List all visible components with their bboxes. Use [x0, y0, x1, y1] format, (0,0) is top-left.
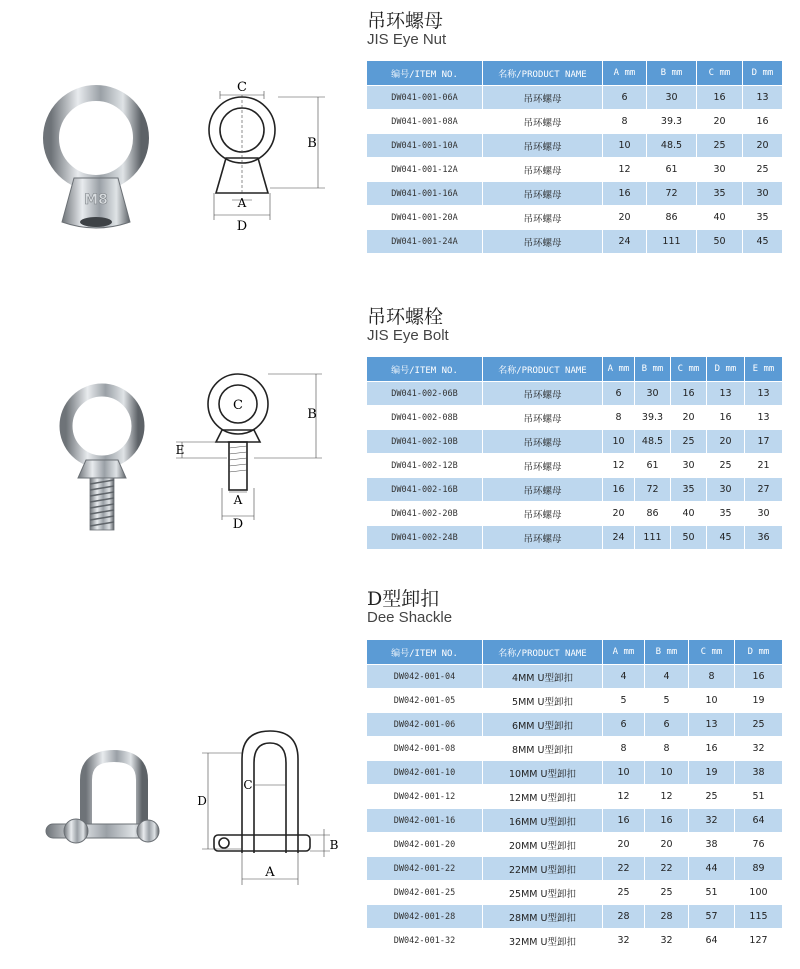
- cell-a: 16: [603, 809, 645, 833]
- cell-c: 13: [689, 713, 735, 737]
- cell-e: 13: [745, 406, 783, 430]
- cell-name: 吊环螺母: [483, 110, 603, 134]
- table-row: [367, 785, 783, 809]
- cell-e: 36: [745, 526, 783, 550]
- cell-d: 13: [743, 86, 783, 110]
- cell-item-no: DW041-002-24B: [367, 526, 483, 550]
- table-row: [367, 382, 783, 406]
- cell-a: 6: [603, 713, 645, 737]
- cell-b: 30: [647, 86, 697, 110]
- cell-item-no: DW042-001-25: [367, 881, 483, 905]
- header-c: C mm: [697, 61, 743, 86]
- cell-a: 25: [603, 881, 645, 905]
- cell-a: 6: [603, 382, 635, 406]
- cell-c: 35: [671, 478, 707, 502]
- cell-item-no: DW041-001-12A: [367, 158, 483, 182]
- cell-c: 25: [671, 430, 707, 454]
- eye-bolt-table: [366, 356, 783, 550]
- cell-d: 19: [735, 689, 783, 713]
- eye-bolt-diagram: [172, 370, 332, 530]
- cell-name: 吊环螺母: [483, 406, 603, 430]
- header-product-name: 名称/PRODUCT NAME: [483, 357, 603, 382]
- table-row: [367, 761, 783, 785]
- eye-nut-photo: [30, 82, 162, 234]
- table-row: [367, 857, 783, 881]
- cell-name: 28MM U型卸扣: [483, 905, 603, 929]
- cell-name: 12MM U型卸扣: [483, 785, 603, 809]
- cell-b: 48.5: [635, 430, 671, 454]
- cell-item-no: DW041-001-08A: [367, 110, 483, 134]
- label-c: C: [233, 398, 243, 413]
- cell-b: 86: [647, 206, 697, 230]
- section-eye-nut: [0, 0, 800, 270]
- label-d: D: [236, 219, 248, 234]
- cell-a: 6: [603, 86, 647, 110]
- label-a: A: [265, 865, 275, 880]
- cell-b: 25: [645, 881, 689, 905]
- cell-item-no: DW042-001-08: [367, 737, 483, 761]
- cell-d: 20: [743, 134, 783, 158]
- cell-c: 19: [689, 761, 735, 785]
- cell-e: 21: [745, 454, 783, 478]
- cell-d: 127: [735, 929, 783, 953]
- cell-item-no: DW042-001-28: [367, 905, 483, 929]
- label-a: A: [233, 493, 243, 507]
- header-item-no: 编号/ITEM NO.: [367, 640, 483, 665]
- cell-d: 16: [707, 406, 745, 430]
- cell-item-no: DW041-002-12B: [367, 454, 483, 478]
- cell-name: 吊环螺母: [483, 430, 603, 454]
- cell-b: 39.3: [635, 406, 671, 430]
- eye-nut-diagram: [200, 75, 335, 235]
- cell-a: 10: [603, 134, 647, 158]
- table-row: [367, 737, 783, 761]
- label-c: C: [237, 80, 247, 95]
- cell-b: 8: [645, 737, 689, 761]
- cell-c: 35: [697, 182, 743, 206]
- table-header-row: [367, 61, 783, 86]
- dee-shackle-photo: [36, 750, 166, 850]
- cell-d: 20: [707, 430, 745, 454]
- cell-name: 吊环螺母: [483, 526, 603, 550]
- cell-c: 38: [689, 833, 735, 857]
- cell-c: 20: [671, 406, 707, 430]
- cell-b: 111: [635, 526, 671, 550]
- cell-d: 30: [707, 478, 745, 502]
- cell-item-no: DW041-002-20B: [367, 502, 483, 526]
- dee-shackle-diagram: [190, 725, 340, 895]
- cell-c: 25: [689, 785, 735, 809]
- cell-name: 6MM U型卸扣: [483, 713, 603, 737]
- cell-c: 57: [689, 905, 735, 929]
- cell-c: 40: [697, 206, 743, 230]
- cell-d: 45: [707, 526, 745, 550]
- cell-d: 32: [735, 737, 783, 761]
- cell-b: 30: [635, 382, 671, 406]
- cell-d: 16: [743, 110, 783, 134]
- cell-b: 22: [645, 857, 689, 881]
- section-title-en: JIS Eye Nut: [367, 31, 447, 48]
- section-title-en: Dee Shackle: [367, 609, 453, 626]
- cell-b: 20: [645, 833, 689, 857]
- header-item-no: 编号/ITEM NO.: [367, 357, 483, 382]
- cell-d: 30: [743, 182, 783, 206]
- cell-item-no: DW042-001-12: [367, 785, 483, 809]
- label-d: D: [197, 794, 207, 808]
- cell-c: 50: [697, 230, 743, 254]
- header-e: E mm: [745, 357, 783, 382]
- cell-c: 25: [697, 134, 743, 158]
- cell-b: 86: [635, 502, 671, 526]
- cell-c: 8: [689, 665, 735, 689]
- header-b: B mm: [647, 61, 697, 86]
- section-title-en: JIS Eye Bolt: [367, 327, 449, 344]
- table-row: [367, 230, 783, 254]
- cell-a: 24: [603, 230, 647, 254]
- cell-a: 12: [603, 785, 645, 809]
- cell-a: 4: [603, 665, 645, 689]
- section-eye-bolt: [0, 296, 800, 566]
- cell-a: 10: [603, 761, 645, 785]
- table-row: [367, 430, 783, 454]
- cell-e: 17: [745, 430, 783, 454]
- label-c: C: [243, 778, 253, 792]
- label-b: B: [307, 136, 317, 151]
- cell-a: 10: [603, 430, 635, 454]
- cell-d: 45: [743, 230, 783, 254]
- cell-d: 100: [735, 881, 783, 905]
- cell-item-no: DW041-001-10A: [367, 134, 483, 158]
- cell-d: 64: [735, 809, 783, 833]
- cell-c: 50: [671, 526, 707, 550]
- cell-name: 10MM U型卸扣: [483, 761, 603, 785]
- cell-a: 24: [603, 526, 635, 550]
- table-row: [367, 689, 783, 713]
- cell-item-no: DW042-001-06: [367, 713, 483, 737]
- label-e: E: [175, 443, 185, 457]
- cell-c: 30: [671, 454, 707, 478]
- label-d: D: [232, 517, 244, 530]
- table-header-row: [367, 640, 783, 665]
- label-b: B: [329, 838, 339, 852]
- cell-item-no: DW041-002-16B: [367, 478, 483, 502]
- header-a: A mm: [603, 640, 645, 665]
- cell-name: 吊环螺母: [483, 478, 603, 502]
- cell-d: 25: [735, 713, 783, 737]
- cell-b: 39.3: [647, 110, 697, 134]
- cell-item-no: DW042-001-04: [367, 665, 483, 689]
- cell-b: 61: [647, 158, 697, 182]
- table-row: [367, 713, 783, 737]
- cell-item-no: DW042-001-20: [367, 833, 483, 857]
- cell-c: 10: [689, 689, 735, 713]
- header-d: D mm: [707, 357, 745, 382]
- table-row: [367, 502, 783, 526]
- cell-item-no: DW041-001-16A: [367, 182, 483, 206]
- cell-name: 吊环螺母: [483, 454, 603, 478]
- cell-d: 38: [735, 761, 783, 785]
- cell-item-no: DW041-002-08B: [367, 406, 483, 430]
- cell-a: 28: [603, 905, 645, 929]
- section-dee-shackle: [0, 580, 800, 969]
- cell-name: 吊环螺母: [483, 502, 603, 526]
- cell-d: 76: [735, 833, 783, 857]
- header-a: A mm: [603, 61, 647, 86]
- cell-d: 115: [735, 905, 783, 929]
- header-c: C mm: [671, 357, 707, 382]
- section-title-cn: 吊环螺栓: [367, 306, 444, 328]
- table-row: [367, 929, 783, 953]
- cell-d: 16: [735, 665, 783, 689]
- header-b: B mm: [645, 640, 689, 665]
- cell-item-no: DW041-002-10B: [367, 430, 483, 454]
- cell-name: 吊环螺母: [483, 158, 603, 182]
- nut-marking: M8: [84, 192, 108, 208]
- cell-b: 111: [647, 230, 697, 254]
- cell-e: 27: [745, 478, 783, 502]
- cell-c: 16: [671, 382, 707, 406]
- cell-name: 5MM U型卸扣: [483, 689, 603, 713]
- cell-item-no: DW042-001-32: [367, 929, 483, 953]
- cell-a: 5: [603, 689, 645, 713]
- cell-b: 32: [645, 929, 689, 953]
- cell-name: 32MM U型卸扣: [483, 929, 603, 953]
- table-row: [367, 454, 783, 478]
- header-c: C mm: [689, 640, 735, 665]
- dee-shackle-table: [366, 639, 783, 953]
- table-row: [367, 526, 783, 550]
- header-item-no: 编号/ITEM NO.: [367, 61, 483, 86]
- label-b: B: [307, 407, 317, 422]
- cell-b: 28: [645, 905, 689, 929]
- cell-name: 吊环螺母: [483, 206, 603, 230]
- table-row: [367, 881, 783, 905]
- cell-name: 吊环螺母: [483, 230, 603, 254]
- cell-a: 20: [603, 833, 645, 857]
- cell-a: 16: [603, 182, 647, 206]
- eye-bolt-photo: [50, 382, 154, 538]
- cell-c: 32: [689, 809, 735, 833]
- cell-c: 20: [697, 110, 743, 134]
- header-a: A mm: [603, 357, 635, 382]
- table-row: [367, 110, 783, 134]
- table-row: [367, 206, 783, 230]
- table-row: [367, 182, 783, 206]
- header-d: D mm: [735, 640, 783, 665]
- cell-b: 6: [645, 713, 689, 737]
- cell-b: 61: [635, 454, 671, 478]
- table-row: [367, 478, 783, 502]
- cell-b: 4: [645, 665, 689, 689]
- header-product-name: 名称/PRODUCT NAME: [483, 61, 603, 86]
- cell-name: 吊环螺母: [483, 134, 603, 158]
- cell-item-no: DW041-001-06A: [367, 86, 483, 110]
- section-title-cn: 吊环螺母: [367, 10, 444, 32]
- cell-d: 89: [735, 857, 783, 881]
- cell-a: 8: [603, 406, 635, 430]
- cell-c: 40: [671, 502, 707, 526]
- cell-b: 16: [645, 809, 689, 833]
- table-row: [367, 809, 783, 833]
- cell-d: 35: [743, 206, 783, 230]
- cell-item-no: DW041-001-20A: [367, 206, 483, 230]
- cell-d: 35: [707, 502, 745, 526]
- header-d: D mm: [743, 61, 783, 86]
- table-row: [367, 134, 783, 158]
- cell-d: 25: [707, 454, 745, 478]
- cell-item-no: DW041-002-06B: [367, 382, 483, 406]
- cell-c: 51: [689, 881, 735, 905]
- cell-item-no: DW041-001-24A: [367, 230, 483, 254]
- table-header-row: [367, 357, 783, 382]
- cell-name: 吊环螺母: [483, 182, 603, 206]
- cell-a: 8: [603, 110, 647, 134]
- cell-c: 16: [689, 737, 735, 761]
- cell-b: 5: [645, 689, 689, 713]
- table-row: [367, 905, 783, 929]
- table-row: [367, 86, 783, 110]
- cell-a: 20: [603, 206, 647, 230]
- cell-name: 22MM U型卸扣: [483, 857, 603, 881]
- cell-b: 72: [635, 478, 671, 502]
- cell-b: 10: [645, 761, 689, 785]
- cell-e: 30: [745, 502, 783, 526]
- cell-c: 64: [689, 929, 735, 953]
- cell-d: 51: [735, 785, 783, 809]
- cell-d: 25: [743, 158, 783, 182]
- cell-a: 22: [603, 857, 645, 881]
- cell-item-no: DW042-001-10: [367, 761, 483, 785]
- cell-c: 44: [689, 857, 735, 881]
- cell-b: 48.5: [647, 134, 697, 158]
- header-product-name: 名称/PRODUCT NAME: [483, 640, 603, 665]
- cell-name: 8MM U型卸扣: [483, 737, 603, 761]
- cell-c: 16: [697, 86, 743, 110]
- cell-name: 吊环螺母: [483, 86, 603, 110]
- cell-a: 32: [603, 929, 645, 953]
- cell-item-no: DW042-001-05: [367, 689, 483, 713]
- cell-c: 30: [697, 158, 743, 182]
- section-title-cn: D型卸扣: [367, 588, 440, 610]
- cell-name: 16MM U型卸扣: [483, 809, 603, 833]
- table-row: [367, 833, 783, 857]
- cell-d: 13: [707, 382, 745, 406]
- cell-name: 吊环螺母: [483, 382, 603, 406]
- cell-a: 12: [603, 158, 647, 182]
- cell-a: 20: [603, 502, 635, 526]
- cell-e: 13: [745, 382, 783, 406]
- cell-a: 8: [603, 737, 645, 761]
- table-row: [367, 158, 783, 182]
- cell-b: 72: [647, 182, 697, 206]
- table-row: [367, 406, 783, 430]
- cell-name: 25MM U型卸扣: [483, 881, 603, 905]
- header-b: B mm: [635, 357, 671, 382]
- label-a: A: [237, 196, 247, 210]
- cell-b: 12: [645, 785, 689, 809]
- cell-name: 4MM U型卸扣: [483, 665, 603, 689]
- table-row: [367, 665, 783, 689]
- cell-a: 16: [603, 478, 635, 502]
- cell-a: 12: [603, 454, 635, 478]
- cell-item-no: DW042-001-16: [367, 809, 483, 833]
- eye-nut-table: [366, 60, 783, 254]
- cell-item-no: DW042-001-22: [367, 857, 483, 881]
- cell-name: 20MM U型卸扣: [483, 833, 603, 857]
